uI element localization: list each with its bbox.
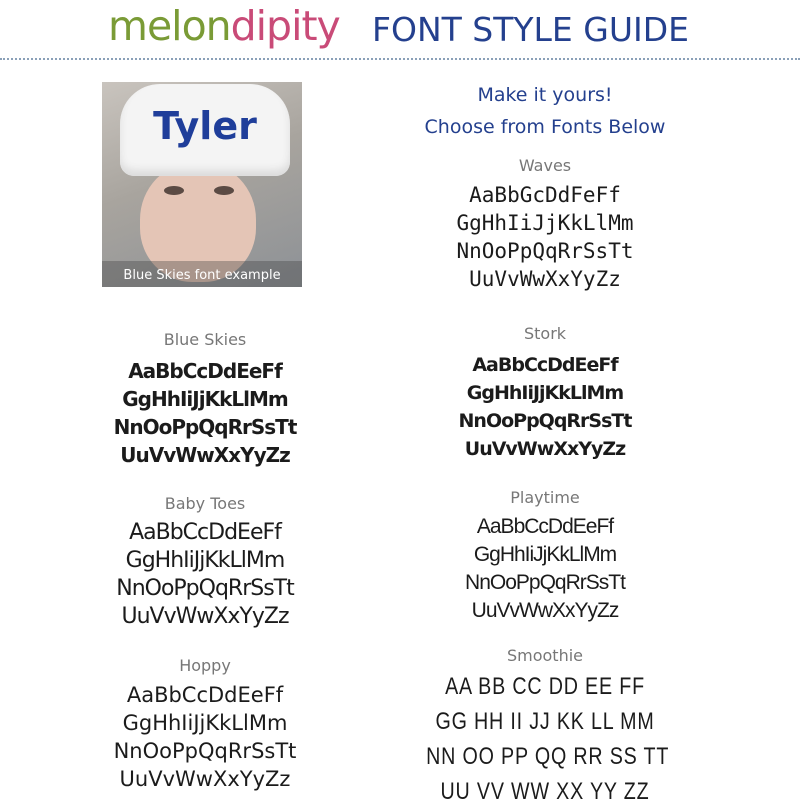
sample-line: GgHhIiJjKkLlMm <box>122 387 288 411</box>
font-name: Hoppy <box>179 656 231 675</box>
sample-line: UU VV WW XX YY ZZ <box>440 778 650 805</box>
sample-line: NnOoPpQqRrSsTt <box>465 571 625 594</box>
font-name: Waves <box>518 156 572 175</box>
sample-line: NnOoPpQqRrSsTt <box>113 415 297 439</box>
sample-line: AaBbCcDdEeFf <box>126 683 284 707</box>
sample-line: AaBbCcDdEeFf <box>128 359 282 383</box>
baby-eye-left <box>164 186 184 195</box>
sample-line: UuVvWwXxYyZz <box>464 438 626 460</box>
logo-text-on: on <box>181 2 231 50</box>
sample-line: NnOoPpQqRrSsTt <box>113 739 297 763</box>
sample-line: GgHhIiJjKkLlMm <box>466 382 624 404</box>
sample-line: UuVvWwXxYyZz <box>119 767 291 791</box>
font-sample-stork <box>400 324 690 463</box>
sample-line: NnOoPpQqRrSsTt <box>456 239 634 263</box>
sample-line: AaBbCcDdEeFf <box>472 354 618 376</box>
logo-text-mel: mel <box>108 2 182 50</box>
logo-text-dipity: dipity <box>230 2 340 50</box>
font-name: Playtime <box>510 488 580 507</box>
baby-eye-right <box>214 186 234 195</box>
font-name: Stork <box>523 324 567 343</box>
melondipity-logo <box>108 2 340 50</box>
font-sample-blue-skies <box>60 330 350 469</box>
knit-hat <box>120 84 290 176</box>
font-sample-hoppy <box>60 656 350 793</box>
tagline-line2: Choose from Fonts Below <box>424 116 666 138</box>
font-sample-smoothie <box>400 646 690 809</box>
sample-line: UuVvWwXxYyZz <box>121 604 289 629</box>
font-name: Baby Toes <box>164 494 246 513</box>
sample-line: NnOoPpQqRrSsTt <box>116 576 294 601</box>
baby-hat-photo <box>102 82 302 287</box>
sample-line: UuVvWwXxYyZz <box>469 267 621 291</box>
font-sample-waves <box>400 156 690 293</box>
sample-line: AA BB CC DD EE FF <box>445 673 645 700</box>
tagline-line1: Make it yours! <box>477 84 613 106</box>
sample-line: NN OO PP QQ RR SS TT <box>426 743 670 770</box>
sample-line: NnOoPpQqRrSsTt <box>458 410 632 432</box>
sample-line: AaBbCcDdEeFf <box>129 520 281 545</box>
dotted-divider <box>0 58 800 60</box>
sample-line: GgHhIiJjKkLlMm <box>122 711 288 735</box>
sample-line: GgHhIiJjKkLlMm <box>456 211 634 235</box>
hat-embroidered-name: Tyler <box>153 104 257 148</box>
font-name: Smoothie <box>506 646 584 665</box>
sample-line: GgHhIiJjKkLlMm <box>473 543 617 566</box>
sample-line: GgHhIiJjKkLlMm <box>125 548 285 573</box>
header <box>0 0 800 60</box>
sample-line: GG HH II JJ KK LL MM <box>435 708 655 735</box>
font-sample-playtime <box>400 488 690 625</box>
sample-line: UuVvWwXxYyZz <box>120 443 290 467</box>
sample-line: AaBbGcDdFeFf <box>469 183 621 207</box>
photo-caption: Blue Skies font example <box>123 268 281 283</box>
font-sample-baby-toes <box>60 494 350 631</box>
page-title: FONT STYLE GUIDE <box>372 10 689 49</box>
font-name: Blue Skies <box>163 330 247 349</box>
sample-line: UuVvWwXxYyZz <box>471 599 619 622</box>
sample-line: AaBbCcDdEeFf <box>476 515 614 538</box>
